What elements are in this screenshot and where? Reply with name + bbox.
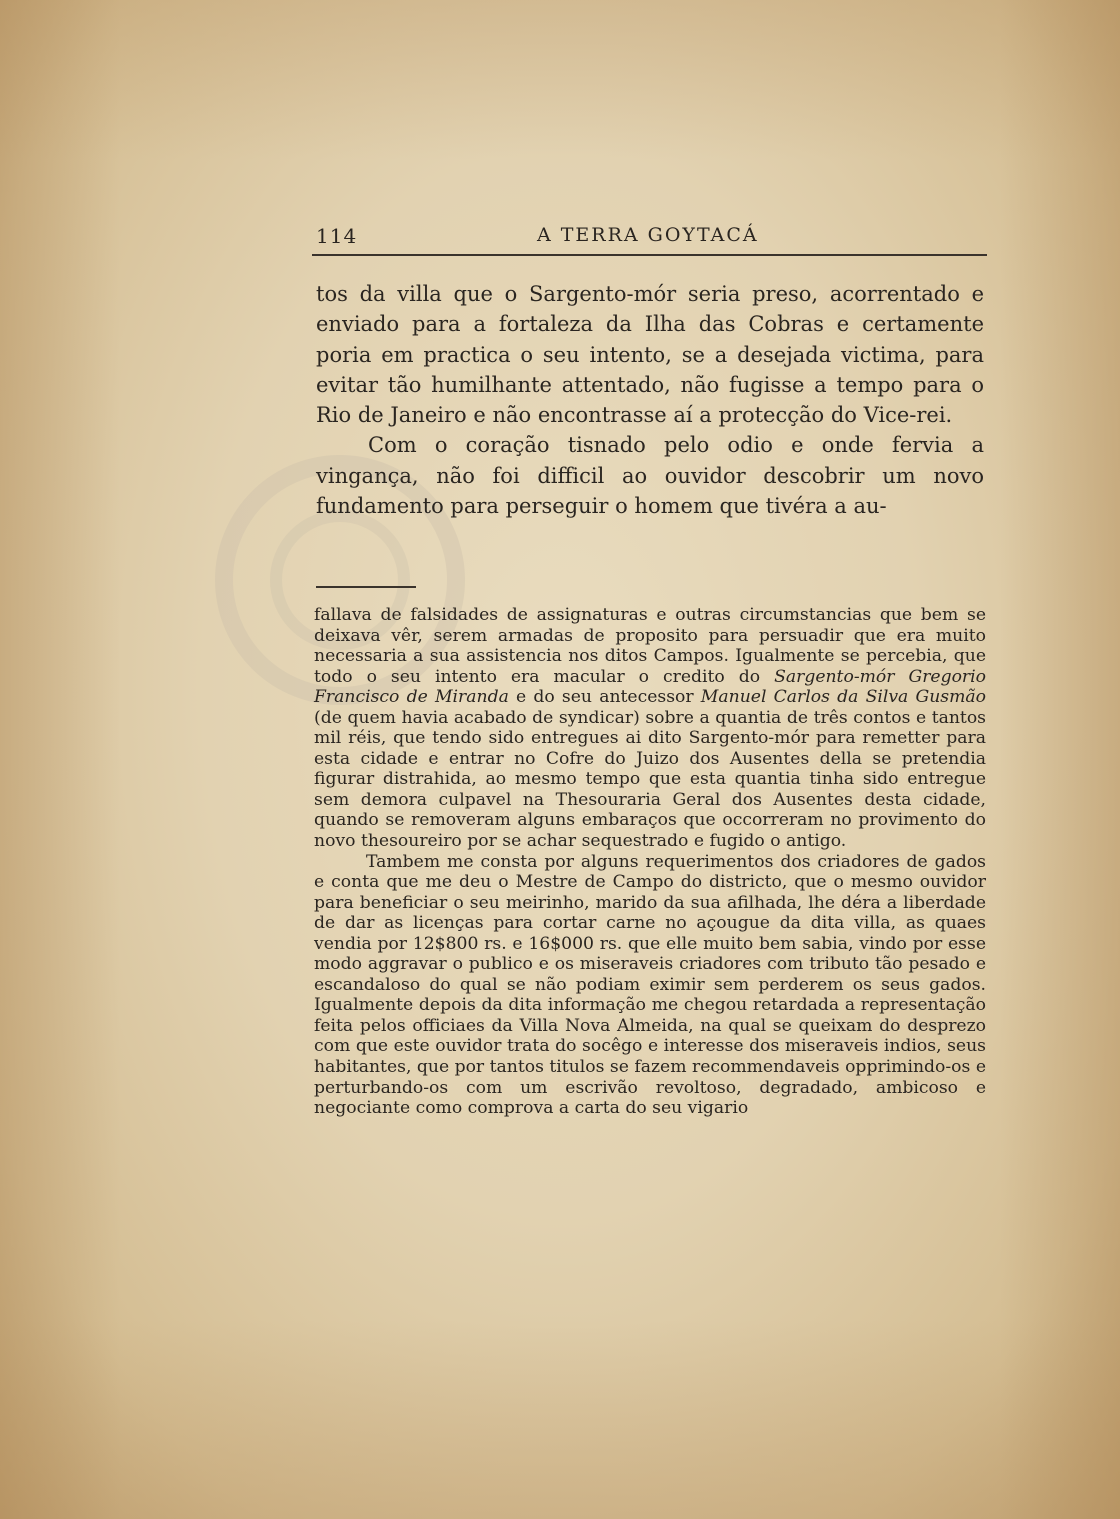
paper-stain-top bbox=[0, 0, 1120, 160]
footnote-block bbox=[314, 605, 986, 1119]
footnote-text: (de quem havia acabado de syndicar) sobre a quantia de três contos e tantos mil réis, que tendo sido entregues ai dito Sargento-mór para remetter para esta cidade e entrar no Cofre do Juizo dos Ausentes della se pretendia figurar distrahida, ao mesmo tempo que esta quantia tinha sido entregue sem demora culpavel na Thesouraria Geral dos Ausentes desta cidade, quando se removeram alguns embaraços que occorreram no provimento do novo thesoureiro por se achar sequestrado e fugido o antigo. bbox=[314, 707, 986, 852]
paper-stain-left bbox=[0, 0, 120, 1519]
paper-stain-bottom bbox=[0, 1319, 1120, 1519]
footnote-italic-name: Manuel Carlos da Silva Gusmão bbox=[700, 687, 986, 708]
footnote-text: fallava de falsidades de assignaturas e outras circumstancias que bem se deixava vêr, serem armadas de proposito para persuadir que era muito necessaria a sua assistencia nos ditos Campos. Igualmente se percebia, que todo o seu intento era macular o credito do bbox=[314, 605, 986, 687]
main-paragraph-2: Com o coração tisnado pelo odio e onde fervia a vingança, não foi difficil ao ouvidor descobrir um novo fundamento para perseguir o homem que tivéra a au- bbox=[316, 433, 984, 519]
page-number: 114 bbox=[316, 224, 358, 248]
footnote-paragraph-1 bbox=[314, 605, 986, 852]
paper-stain-right bbox=[1000, 0, 1120, 1519]
footnote-paragraph-2: Tambem me consta por alguns requerimentos dos criadores de gados e conta que me deu o Mestre de Campo do districto, que o mesmo ouvidor para beneficiar o seu meirinho, marido da sua afilhada, lhe déra a liberdade de dar as licenças para cortar carne no açougue da dita villa, as quaes vendia por 12$800 rs. e 16$000 rs. que elle muito bem sabia, vindo por esse modo aggravar o publico e os miseraveis criadores com tributo tão pesado e escandaloso do qual se não podiam eximir sem perderem os seus gados. Igualmente depois da dita informação me chegou retardada a representação feita pelos officiaes da Villa Nova Almeida, na qual se queixam do desprezo com que este ouvidor trata do socêgo e interesse dos miseraveis indios, seus habitantes, que por tantos titulos se fazem recommendaveis opprimindo-os e perturbando-os com um escrivão revoltoso, degradado, ambicoso e negociante como comprova a carta do seu vigario bbox=[314, 851, 986, 1119]
main-text-block bbox=[316, 279, 984, 521]
main-paragraph-1: tos da villa que o Sargento-mór seria preso, acorrentado e enviado para a fortaleza da Ilha das Cobras e certamente poria em practica o seu intento, se a desejada victima, para evitar tão humilhante attentado, não fugisse a tempo para o Rio de Janeiro e não encontrasse aí a protecção do Vice-rei. bbox=[316, 282, 984, 428]
running-title: A TERRA GOYTACÁ bbox=[537, 224, 759, 246]
running-header bbox=[312, 224, 987, 256]
footnote-italic-name: Sargento-mór Gregorio Francisco de Miranda bbox=[314, 666, 986, 708]
footnote-separator bbox=[316, 586, 416, 588]
footnote-text: e do seu antecessor bbox=[508, 687, 701, 708]
